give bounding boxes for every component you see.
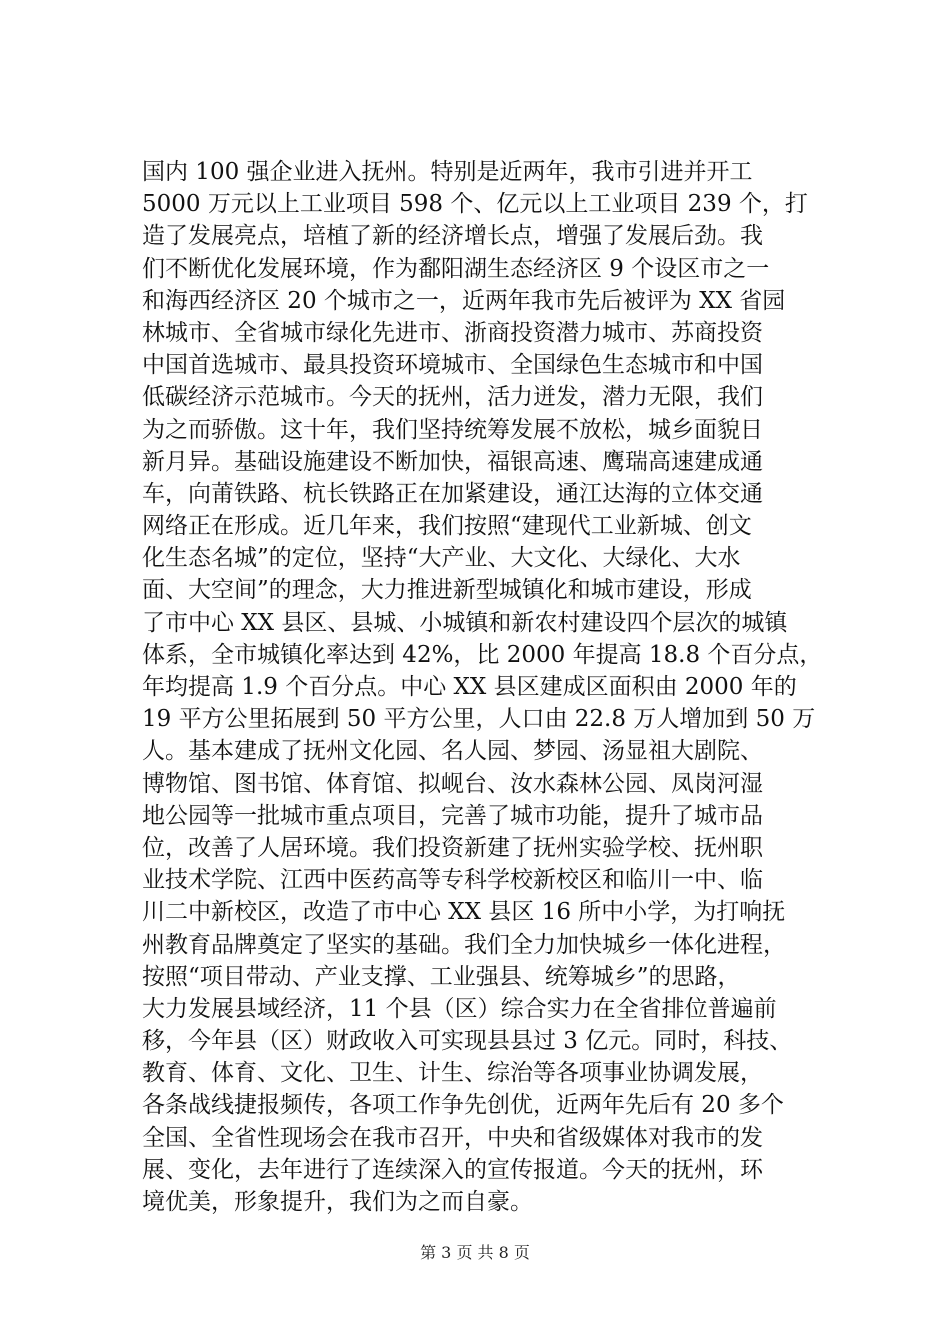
text-line: 低碳经济示范城市。今天的抚州，活力迸发，潜力无限，我们 [142,384,763,411]
text-line: 业技术学院、江西中医药高等专科学校新校区和临川一中、临 [142,867,763,894]
text-line: 境优美，形象提升，我们为之而自豪。 [142,1189,533,1215]
text-line: 展、变化，去年进行了连续深入的宣传报道。今天的抚州，环 [142,1156,763,1183]
text-line: 造了发展亮点，培植了新的经济增长点，增强了发展后劲。我 [142,223,763,250]
text-line: 移，今年县（区）财政收入可实现县县过 3 亿元。同时，科技、 [142,1028,793,1055]
text-line: 年均提高 1.9 个百分点。中心 XX 县区建成区面积由 2000 年的 [142,674,797,700]
text-line: 林城市、全省城市绿化先进市、浙商投资潜力城市、苏商投资 [142,319,763,346]
text-line: 博物馆、图书馆、体育馆、拟岘台、汝水森林公园、凤岗河湿 [142,770,763,797]
text-line: 地公园等一批城市重点项目，完善了城市功能，提升了城市品 [142,802,763,829]
text-line: 国内 100 强企业进入抚州。特别是近两年，我市引进并开工 [142,159,753,185]
text-line: 体系，全市城镇化率达到 42%，比 2000 年提高 18.8 个百分点， [142,641,823,668]
text-line: 川二中新校区，改造了市中心 XX 县区 16 所中小学，为打响抚 [142,899,786,926]
text-line: 人。基本建成了抚州文化园、名人园、梦园、汤显祖大剧院、 [142,738,763,765]
text-line: 网络正在形成。近几年来，我们按照“建现代工业新城、创文 [142,513,752,540]
text-line: 车，向莆铁路、杭长铁路正在加紧建设，通江达海的立体交通 [142,480,763,507]
text-line: 州教育品牌奠定了坚实的基础。我们全力加快城乡一体化进程， [142,931,786,958]
text-line: 全国、全省性现场会在我市召开，中央和省级媒体对我市的发 [142,1124,763,1151]
text-line: 了市中心 XX 县区、县城、小城镇和新农村建设四个层次的城镇 [142,609,788,636]
body-paragraph [142,156,842,1218]
text-line: 教育、体育、文化、卫生、计生、综治等各项事业协调发展， [142,1060,763,1087]
text-line: 大力发展县域经济，11 个县（区）综合实力在全省排位普遍前 [142,995,777,1022]
page-number-footer: 第 3 页 共 8 页 [420,1243,530,1262]
text-line: 和海西经济区 20 个城市之一，近两年我市先后被评为 XX 省园 [142,287,786,314]
text-line: 19 平方公里拓展到 50 平方公里，人口由 22.8 万人增加到 50 万 [142,706,816,733]
text-line: 中国首选城市、最具投资环境城市、全国绿色生态城市和中国 [142,352,763,379]
text-line: 为之而骄傲。这十年，我们坚持统筹发展不放松，城乡面貌日 [142,416,763,443]
text-line: 们不断优化发展环境，作为鄱阳湖生态经济区 9 个设区市之一 [142,255,770,282]
text-line: 5000 万元以上工业项目 598 个、亿元以上工业项目 239 个，打 [142,191,808,218]
text-line: 化生态名城”的定位，坚持“大产业、大文化、大绿化、大水 [142,545,741,572]
text-line: 位，改善了人居环境。我们投资新建了抚州实验学校、抚州职 [142,834,763,861]
text-line: 新月异。基础设施建设不断加快，福银高速、鹰瑞高速建成通 [142,448,763,475]
text-line: 各条战线捷报频传，各项工作争先创优，近两年先后有 20 多个 [142,1092,784,1119]
text-line: 面、大空间”的理念，大力推进新型城镇化和城市建设，形成 [142,577,752,604]
text-line: 按照“项目带动、产业支撑、工业强县、统筹城乡”的思路， [142,963,741,990]
